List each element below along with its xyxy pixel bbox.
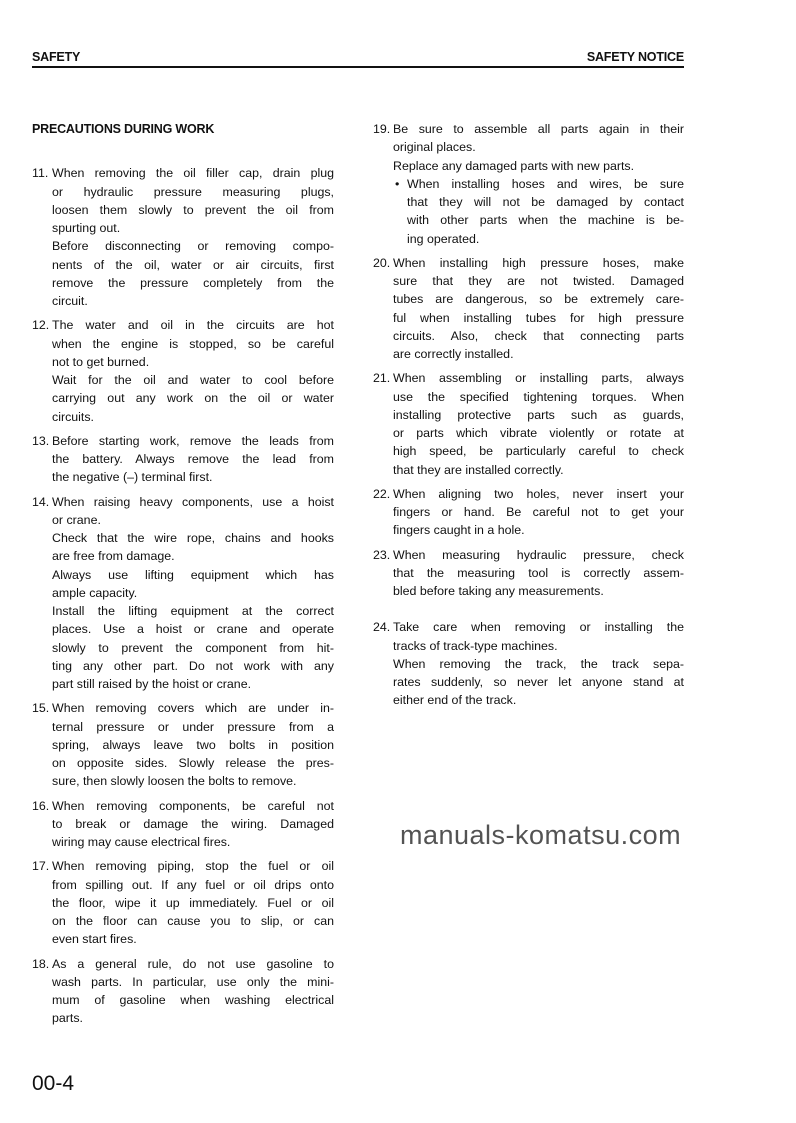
text-line: the floor, wipe it up immediately. Fuel or oil [52, 895, 334, 910]
text-line: Before disconnecting or removing compo- [52, 239, 334, 254]
text-line: When removing covers which are under in- [52, 701, 334, 716]
text-line: sure, then slowly loosen the bolts to remove. [52, 774, 297, 789]
list-item [373, 254, 684, 364]
item-number: 19. [373, 122, 391, 136]
text-line: ample capacity. [52, 585, 138, 600]
text-line: Be sure to assemble all parts again in their [393, 122, 684, 136]
header-rule [32, 66, 684, 68]
text-line: ternal pressure or under pressure from a [52, 719, 334, 734]
page-number: 00-4 [32, 1072, 75, 1095]
text-line: that the measuring tool is correctly assem- [393, 565, 684, 580]
list-item [32, 164, 334, 310]
item-number: 21. [373, 371, 391, 386]
list-item [373, 546, 684, 601]
text-line: circuit. [52, 294, 88, 308]
item-number: 13. [32, 433, 50, 448]
text-line: carrying out any work on the oil or water [52, 391, 334, 406]
text-line: parts. [52, 1011, 83, 1026]
text-line: Always use lifting equipment which has [52, 567, 334, 582]
text-line: The water and oil in the circuits are hot [52, 318, 334, 333]
header-section-right: SAFETY NOTICE [586, 50, 684, 64]
text-line: the negative (–) terminal first. [52, 470, 213, 485]
text-line: either end of the track. [393, 693, 517, 708]
item-number: 16. [32, 798, 50, 813]
list-item [32, 316, 334, 426]
text-line: wash parts. In particular, use only the mini- [52, 974, 334, 989]
item-number: 12. [32, 318, 50, 333]
text-line: slowly to prevent the component from hit- [52, 640, 334, 655]
text-line: use the specified tightening torques. When [393, 389, 684, 404]
text-line: are correctly installed. [393, 347, 514, 361]
item-number: 22. [373, 486, 391, 501]
text-line: As a general rule, do not use gasoline to [52, 956, 334, 971]
text-line: When aligning two holes, never insert your [393, 486, 684, 501]
item-number: 18. [32, 956, 50, 971]
text-line: When removing piping, stop the fuel or oil [52, 859, 334, 874]
text-line: or crane. [52, 512, 101, 527]
left-column [32, 120, 334, 1034]
text-line: spurting out. [52, 221, 121, 235]
list-item [32, 857, 334, 948]
text-line: that they will not be damaged by contact [407, 195, 684, 209]
bullet-icon: • [395, 176, 400, 191]
item-number: 23. [373, 547, 391, 562]
text-line: or parts which vibrate violently or rotate at [393, 426, 684, 440]
text-line: ing operated. [407, 231, 480, 246]
text-line: when the engine is stopped, so be careful [52, 336, 334, 351]
text-line: on the floor can cause you to slip, or can [52, 914, 334, 928]
text-line: ting any other part. Do not work with any [52, 658, 334, 673]
list-item [32, 432, 334, 487]
text-line: Install the lifting equipment at the correct [52, 604, 334, 618]
text-line: from spilling out. If any fuel or oil drips onto [52, 877, 334, 892]
text-line: even start fires. [52, 932, 137, 947]
bullet-item [393, 175, 684, 248]
list-item [32, 955, 334, 1028]
text-line: Wait for the oil and water to cool before [52, 373, 334, 387]
text-line: Take care when removing or installing the [393, 620, 684, 635]
text-line: spring, always leave two bolts in position [52, 737, 334, 752]
right-column [373, 120, 684, 716]
item-number: 14. [32, 494, 50, 509]
text-line: When assembling or installing parts, always [393, 371, 684, 386]
text-line: mum of gasoline when washing electrical [52, 993, 334, 1007]
text-line: ful when installing tubes for high pressure [393, 310, 684, 325]
text-line: the battery. Always remove the lead from [52, 452, 334, 466]
text-line: that they are installed correctly. [393, 462, 564, 477]
text-line: Before starting work, remove the leads from [52, 433, 334, 448]
list-item [373, 369, 684, 479]
text-line: When installing high pressure hoses, make [393, 255, 684, 270]
text-line: places. Use a hoist or crane and operate [52, 622, 334, 637]
list-item [373, 618, 684, 709]
text-line: Replace any damaged parts with new parts. [393, 158, 635, 173]
list-item [32, 699, 334, 790]
text-line: sure that they are not twisted. Damaged [393, 274, 684, 288]
text-line: wiring may cause electrical fires. [52, 835, 231, 849]
text-line: or hydraulic pressure measuring plugs, [52, 184, 334, 199]
text-line: Check that the wire rope, chains and hooks [52, 531, 334, 545]
list-item [32, 797, 334, 852]
text-line: loosen them slowly to prevent the oil from [52, 202, 334, 217]
text-line: circuits. [52, 409, 94, 424]
list-item [373, 120, 684, 248]
text-line: circuits. Also, check that connecting parts [393, 328, 684, 343]
text-line: tubes are dangerous, so be extremely care- [393, 292, 684, 307]
item-number: 17. [32, 859, 50, 874]
text-line: bled before taking any measurements. [393, 584, 604, 598]
text-line: When measuring hydraulic pressure, check [393, 547, 684, 562]
text-line: rates suddenly, so never let anyone stand at [393, 675, 684, 689]
list-item [32, 493, 334, 694]
text-line: When removing the oil filler cap, drain plug [52, 166, 334, 181]
text-line: When removing the track, the track sepa- [393, 656, 684, 671]
item-number: 15. [32, 701, 50, 716]
text-line: to break or damage the wiring. Damaged [52, 816, 334, 831]
text-line: installing protective parts such as guards, [393, 407, 684, 422]
watermark: manuals-komatsu.com [400, 820, 682, 850]
right-item-list [373, 120, 684, 710]
section-title: PRECAUTIONS DURING WORK [32, 122, 215, 136]
text-line: are free from damage. [52, 549, 175, 564]
text-line: fingers caught in a hole. [393, 523, 525, 538]
left-item-list [32, 164, 334, 1027]
text-line: When raising heavy components, use a hoist [52, 494, 334, 509]
text-line: remove the pressure completely from the [52, 275, 334, 290]
text-line: tracks of track-type machines. [393, 638, 558, 653]
item-number: 20. [373, 255, 391, 270]
text-line: part still raised by the hoist or crane. [52, 677, 252, 691]
list-item [373, 485, 684, 540]
item-number: 11. [32, 166, 49, 181]
text-line: When installing hoses and wires, be sure [407, 176, 684, 191]
text-line: fingers or hand. Be careful not to get your [393, 505, 684, 519]
text-line: not to get burned. [52, 354, 150, 369]
text-line: high speed, be particularly careful to check [393, 444, 684, 459]
text-line: When removing components, be careful not [52, 798, 334, 813]
header-section-left: SAFETY [32, 50, 81, 64]
text-line: on opposite sides. Slowly release the pres- [52, 756, 334, 770]
item-number: 24. [373, 620, 391, 635]
text-line: with other parts when the machine is be- [407, 213, 684, 228]
text-line: nents of the oil, water or air circuits, first [52, 257, 334, 272]
text-line: original places. [393, 140, 476, 155]
